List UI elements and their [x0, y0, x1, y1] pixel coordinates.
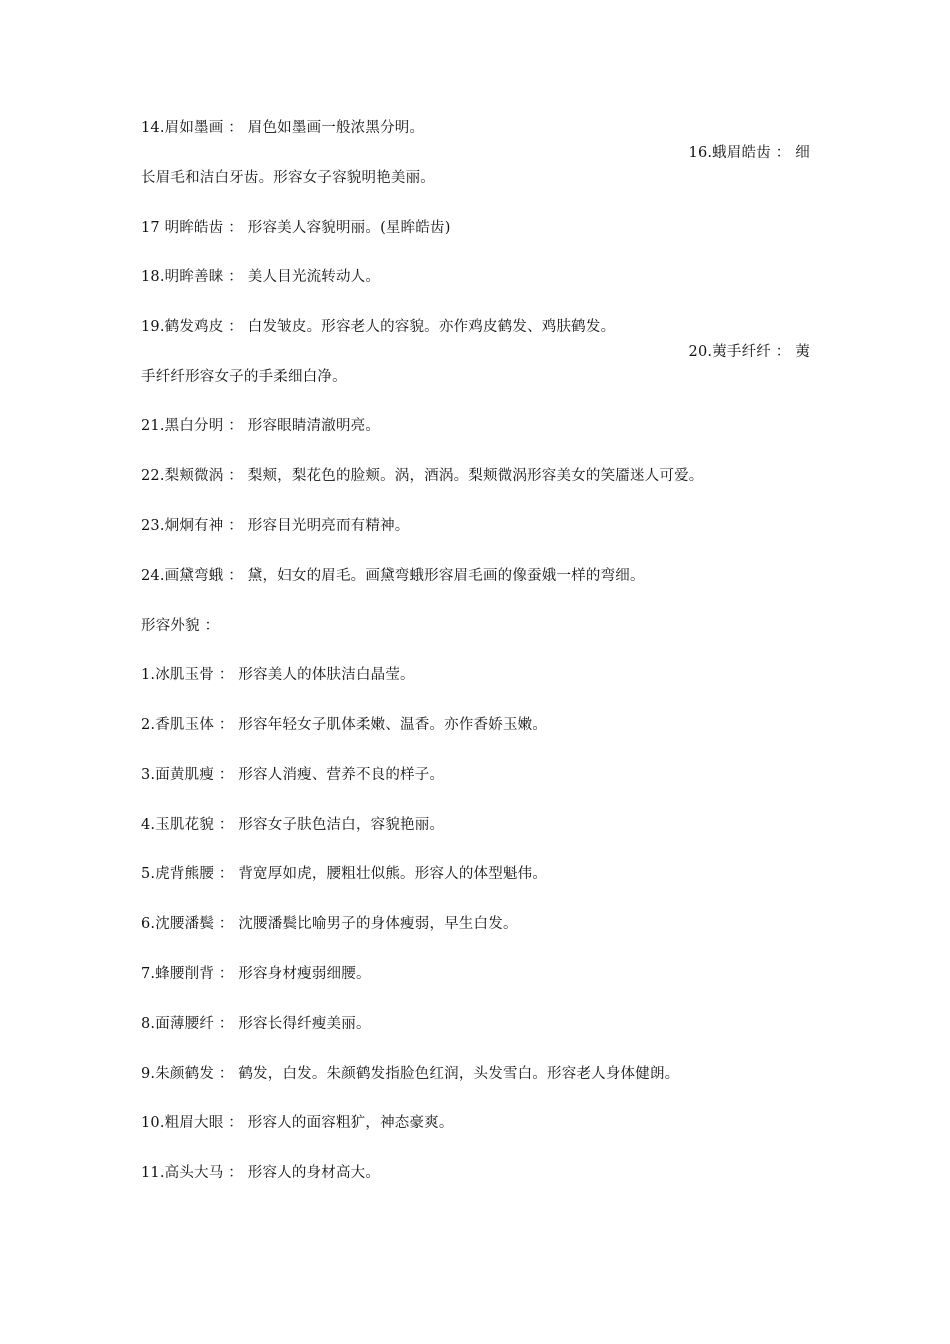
text-line: 1.冰肌玉骨 ： 形容美人的体肤洁白晶莹。	[141, 667, 415, 683]
text-line: 手纤纤形容女子的手柔细白净。	[141, 369, 347, 385]
text-line: 10.粗眉大眼 ： 形容人的面容粗犷，神态豪爽。	[141, 1115, 454, 1131]
text-line: 19.鹤发鸡皮 ： 白发皱皮。形容老人的容貌。亦作鸡皮鹤发、鸡肤鹤发。	[141, 319, 616, 335]
text-line: 6.沈腰潘鬓 ： 沈腰潘鬓比喻男子的身体瘦弱，早生白发。	[141, 916, 518, 932]
text-line: 7.蜂腰削背 ： 形容身材瘦弱细腰。	[141, 966, 371, 982]
section-heading: 形容外貌 ：	[141, 618, 220, 634]
text-line: 11.高头大马 ： 形容人的身材高大。	[141, 1165, 381, 1181]
text-line: 17 明眸皓齿 ： 形容美人容貌明丽。(星眸皓齿)	[141, 220, 451, 236]
text-line: 14.眉如墨画 ： 眉色如墨画一般浓黑分明。	[141, 120, 425, 136]
text-line: 4.玉肌花貌 ： 形容女子肤色洁白，容貌艳丽。	[141, 817, 445, 833]
text-line: 18.明眸善睐 ： 美人目光流转动人。	[141, 269, 381, 285]
text-line: 20.荑手纤纤 ： 荑	[688, 344, 810, 360]
text-line: 9.朱颜鹤发 ： 鹤发，白发。朱颜鹤发指脸色红润，头发雪白。形容老人身体健朗。	[141, 1066, 680, 1082]
text-line: 8.面薄腰纤 ： 形容长得纤瘦美丽。	[141, 1016, 371, 1032]
text-line: 5.虎背熊腰 ： 背宽厚如虎，腰粗壮似熊。形容人的体型魁伟。	[141, 866, 548, 882]
text-line: 21.黑白分明 ： 形容眼睛清澈明亮。	[141, 418, 381, 434]
text-line: 长眉毛和洁白牙齿。形容女子容貌明艳美丽。	[141, 170, 435, 186]
text-line: 16.蛾眉皓齿 ： 细	[688, 145, 810, 161]
text-line: 3.面黄肌瘦 ： 形容人消瘦、营养不良的样子。	[141, 767, 445, 783]
text-line: 2.香肌玉体 ： 形容年轻女子肌体柔嫩、温香。亦作香娇玉嫩。	[141, 717, 548, 733]
text-line: 22.梨颊微涡 ： 梨颊，梨花色的脸颊。涡，酒涡。梨颊微涡形容美女的笑靥迷人可爱。	[141, 468, 704, 484]
text-line: 23.炯炯有神 ： 形容目光明亮而有精神。	[141, 518, 410, 534]
text-line: 24.画黛弯蛾 ： 黛，妇女的眉毛。画黛弯蛾形容眉毛画的像蚕娥一样的弯细。	[141, 568, 645, 584]
